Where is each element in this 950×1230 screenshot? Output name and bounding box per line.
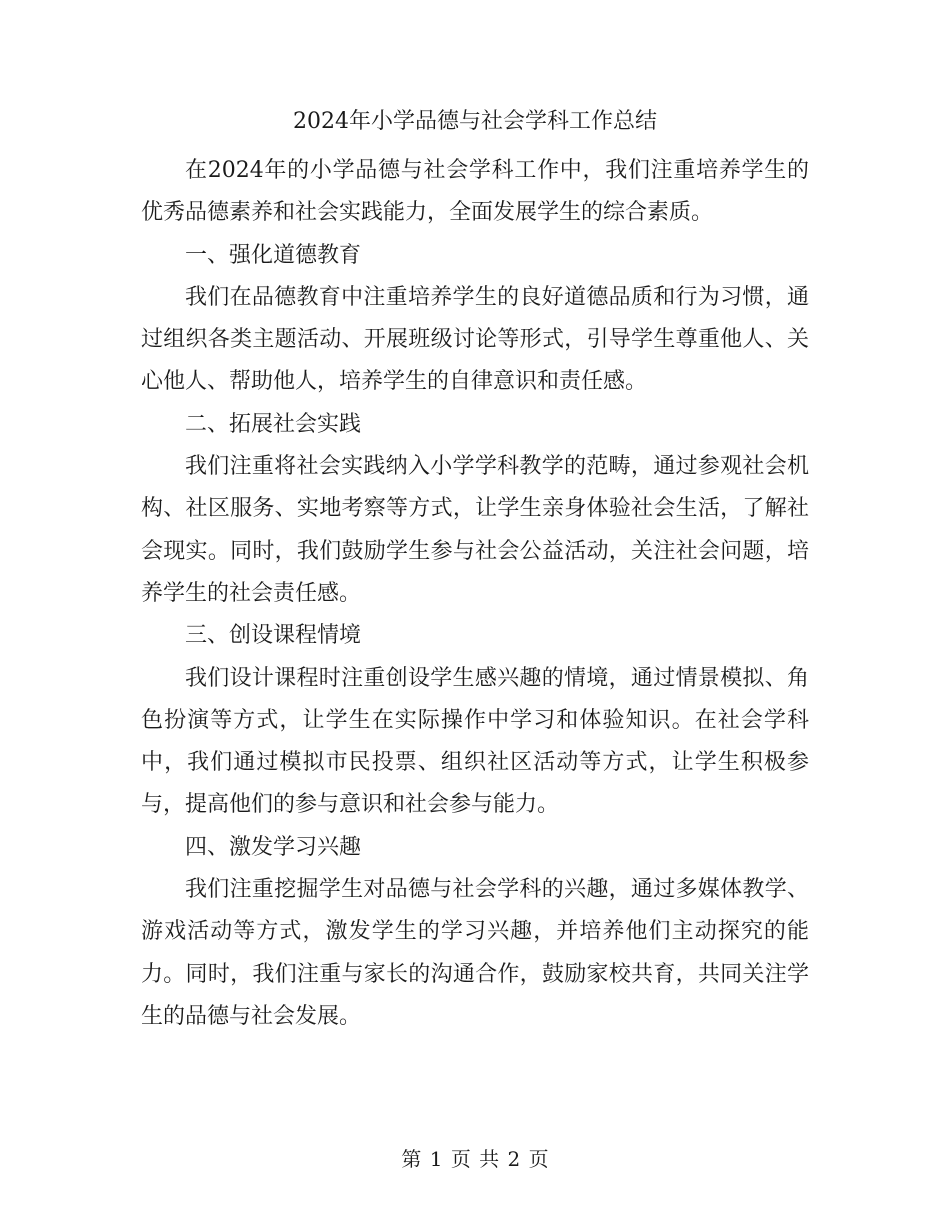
section-paragraph-2: 我们注重将社会实践纳入小学学科教学的范畴，通过参观社会机构、社区服务、实地考察等方式，让学生亲身体验社会生活，了解社会现实。同时，我们鼓励学生参与社会公益活动，关注社会问题，培养学生的社会责任感。 — [141, 454, 809, 606]
section-heading-4: 四、激发学习兴趣 — [185, 834, 362, 860]
section-heading-1: 一、强化道德教育 — [185, 242, 362, 268]
section-paragraph-1: 我们在品德教育中注重培养学生的良好道德品质和行为习惯，通过组织各类主题活动、开展班级讨论等形式，引导学生尊重他人、关心他人、帮助他人，培养学生的自律意识和责任感。 — [141, 284, 809, 395]
section-paragraph-4: 我们注重挖掘学生对品德与社会学科的兴趣，通过多媒体教学、游戏活动等方式，激发学生的学习兴趣，并培养他们主动探究的能力。同时，我们注重与家长的沟通合作，鼓励家校共育，共同关注学生的品德与社会发展。 — [141, 877, 809, 1029]
intro-paragraph: 在2024年的小学品德与社会学科工作中，我们注重培养学生的优秀品德素养和社会实践能力，全面发展学生的综合素质。 — [141, 158, 809, 226]
section-heading-2: 二、拓展社会实践 — [185, 411, 362, 437]
document-body — [141, 150, 809, 1038]
section-paragraph-3: 我们设计课程时注重创设学生感兴趣的情境，通过情景模拟、角色扮演等方式，让学生在实际操作中学习和体验知识。在社会学科中，我们通过模拟市民投票、组织社区活动等方式，让学生积极参与，提高他们的参与意识和社会参与能力。 — [141, 665, 809, 818]
section-heading-3: 三、创设课程情境 — [185, 623, 362, 649]
document-title: 2024年小学品德与社会学科工作总结 — [293, 109, 657, 134]
page-number-footer: 第 1 页 共 2 页 — [401, 1147, 549, 1171]
